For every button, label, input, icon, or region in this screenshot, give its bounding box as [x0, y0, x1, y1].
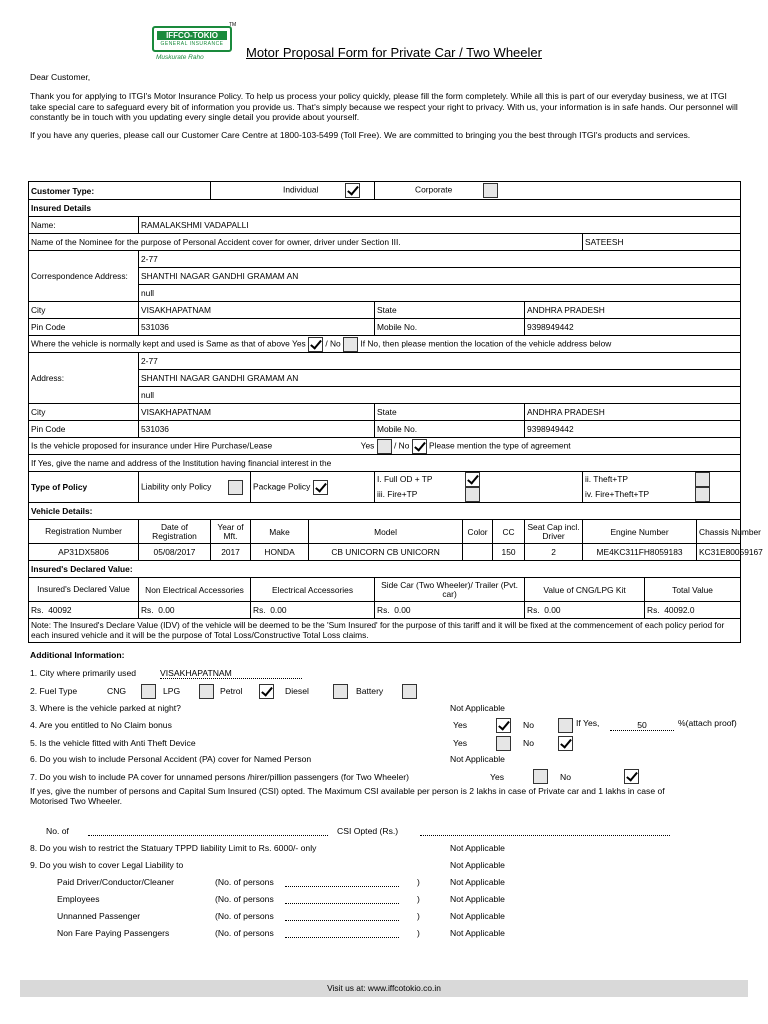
no-of-label: No. of — [46, 826, 69, 836]
city-label: City — [29, 302, 139, 319]
contact-paragraph: If you have any queries, please call our Customer Care Centre at 1800-103-5499 (Toll Free). We are committed to bringing you the best through ITGI's products and services. — [30, 130, 691, 140]
mobile-value[interactable]: 9398949442 — [525, 319, 741, 336]
opt-theft-tp-checkbox[interactable] — [695, 472, 710, 487]
vehicle-mobile-label: Mobile No. — [375, 421, 525, 438]
q4-label: 4. Are you entitled to No Claim bonus — [30, 720, 172, 730]
q2-label: 2. Fuel Type — [30, 686, 78, 696]
package-options-right — [583, 472, 741, 503]
fuel-lpg-label: LPG — [163, 686, 181, 696]
idv-sidecar-value: 0.00 — [394, 605, 411, 615]
vh-chassis: Chassis Number — [697, 520, 741, 544]
idv-v-non-electrical[interactable] — [139, 602, 251, 619]
liability-option — [139, 472, 251, 503]
q4-attach-label: %(attach proof) — [678, 718, 737, 728]
intro-paragraph: Thank you for applying to ITGI's Motor Insurance Policy. To help us process your policy quickly, please fill the form completely. While all this is part of our everyday business, we at ITGI take special care to safeguard every bit of information you provide us. That's simply because we respect your right to privacy. With us, your information is in safe hands. Our personnel will constantly be in touch with you updating every single detail you provide about yourself. — [30, 91, 738, 122]
same-yes-checkbox[interactable] — [308, 337, 323, 352]
q5-no-checkbox[interactable] — [558, 736, 573, 751]
vehicle-address-line2[interactable]: SHANTHI NAGAR GANDHI GRAMAM AN — [139, 370, 741, 387]
opt-fire-tp-checkbox[interactable] — [465, 487, 480, 502]
idv-h-total: Total Value — [645, 578, 741, 602]
opt-theft-tp: ii. Theft+TP — [585, 473, 628, 484]
company-logo — [152, 22, 237, 66]
csi-label: CSI Opted (Rs.) — [337, 826, 399, 836]
nominee-label: Name of the Nominee for the purpose of Personal Accident cover for owner, driver under Section III. — [29, 234, 583, 251]
hire-purchase-row — [29, 438, 741, 455]
package-option — [251, 472, 375, 503]
vd-reg-date[interactable]: 05/08/2017 — [139, 544, 211, 561]
vh-cc: CC — [493, 520, 525, 544]
vd-make[interactable]: HONDA — [251, 544, 309, 561]
q4-ncb-value[interactable]: 50 — [610, 720, 674, 731]
q5-label: 5. Is the vehicle fitted with Anti Theft Device — [30, 738, 196, 748]
ll-non-fare-persons-label: (No. of persons — [215, 928, 274, 938]
idv-electrical-value: 0.00 — [270, 605, 287, 615]
fuel-petrol-checkbox[interactable] — [259, 684, 274, 699]
ll-paid-driver-value: Not Applicable — [450, 877, 505, 887]
ll-employees-label: Employees — [57, 894, 100, 904]
ll-unnamed-persons-label: (No. of persons — [215, 911, 274, 921]
additional-info-heading: Additional Information: — [30, 650, 125, 660]
q3-value: Not Applicable — [450, 703, 505, 713]
idv-note: Note: The Insured's Declare Value (IDV) of the vehicle will be deemed to be the 'Sum Insured' for the purpose of this tariff and it will be fixed at the commencement of each policy period for each insured vehicle and it will be the purpose of Total Loss/Constructive Total Loss claims. — [29, 619, 741, 643]
vehicle-details-heading: Vehicle Details: — [29, 503, 741, 520]
ll-unnamed-field[interactable] — [285, 919, 399, 921]
name-label: Name: — [29, 217, 139, 234]
vh-make: Make — [251, 520, 309, 544]
q7-yes-checkbox[interactable] — [533, 769, 548, 784]
idv-declared-value: 40092 — [48, 605, 72, 615]
ll-paid-driver-persons-label: (No. of persons — [215, 877, 274, 887]
corr-address-line3[interactable]: null — [139, 285, 741, 302]
q4-ifyes-label: If Yes, — [576, 718, 600, 728]
hp-yes-label: Yes — [360, 440, 375, 451]
correspondence-label: Correspondence Address: — [29, 251, 139, 302]
package-checkbox[interactable] — [313, 480, 328, 495]
opt-fire-theft-tp: iv. Fire+Theft+TP — [585, 488, 650, 499]
idv-v-cng[interactable] — [525, 602, 645, 619]
vehicle-mobile-value[interactable]: 9398949442 — [525, 421, 741, 438]
ll-non-fare-field[interactable] — [285, 936, 399, 938]
footer-website[interactable]: Visit us at: www.iffcotokio.co.in — [327, 983, 441, 993]
individual-option — [211, 182, 375, 200]
vh-year: Year of Mft. — [211, 520, 251, 544]
corporate-option — [375, 182, 741, 200]
same-no-label: / No — [325, 338, 341, 349]
idv-total-value: 40092.0 — [664, 605, 695, 615]
q5-yes-checkbox[interactable] — [496, 736, 511, 751]
opt-full-od: I. Full OD + TP — [377, 473, 433, 484]
corr-address-line1[interactable]: 2-77 — [139, 251, 741, 268]
policy-type-label: Type of Policy — [29, 472, 139, 503]
pin-value[interactable]: 531036 — [139, 319, 375, 336]
same-address-note: If No, then please mention the location of the vehicle address below — [360, 338, 612, 349]
vd-year[interactable]: 2017 — [211, 544, 251, 561]
rs-label: Rs. — [527, 605, 540, 615]
vd-color[interactable] — [463, 544, 493, 561]
vehicle-state-label: State — [375, 404, 525, 421]
rs-label: Rs. — [377, 605, 390, 615]
vh-engine: Engine Number — [583, 520, 697, 544]
logo-sub: GENERAL INSURANCE — [160, 41, 224, 47]
hp-no-label: / No — [394, 440, 410, 451]
q9-label: 9. Do you wish to cover Legal Liability to — [30, 860, 184, 870]
individual-label: Individual — [283, 184, 319, 195]
vh-seat: Seat Cap incl. Driver — [525, 520, 583, 544]
fuel-diesel-checkbox[interactable] — [333, 684, 348, 699]
q6-label: 6. Do you wish to include Personal Accident (PA) cover for Named Person — [30, 754, 312, 764]
fuel-battery-label: Battery — [356, 686, 384, 696]
ll-employees-value: Not Applicable — [450, 894, 505, 904]
q5-yes-label: Yes — [453, 738, 468, 748]
hp-yes-checkbox[interactable] — [377, 439, 392, 454]
q4-no-label: No — [523, 720, 534, 730]
same-no-checkbox[interactable] — [343, 337, 358, 352]
hp-label: Is the vehicle proposed for insurance under Hire Purchase/Lease — [31, 440, 273, 451]
same-address-row — [29, 336, 741, 353]
idv-v-electrical[interactable] — [251, 602, 375, 619]
idv-h-sidecar: Side Car (Two Wheeler)/ Trailer (Pvt. car) — [375, 578, 525, 602]
opt-fire-tp: iii. Fire+TP — [377, 488, 418, 499]
liability-checkbox[interactable] — [228, 480, 243, 495]
rs-label: Rs. — [31, 605, 44, 615]
logo-tagline: Muskurate Raho — [156, 54, 204, 61]
rs-label: Rs. — [647, 605, 660, 615]
fuel-cng-label: CNG — [107, 686, 127, 696]
vehicle-address-line1[interactable]: 2-77 — [139, 353, 741, 370]
address-label: Address: — [29, 353, 139, 404]
q4-yes-checkbox[interactable] — [496, 718, 511, 733]
city-value[interactable]: VISAKHAPATNAM — [139, 302, 375, 319]
ll-unnamed-label: Unnanned Passenger — [57, 911, 141, 921]
q3-label: 3. Where is the vehicle parked at night? — [30, 703, 181, 713]
hp-note: Please mention the type of agreement — [429, 440, 571, 451]
ll-paid-driver-label: Paid Driver/Conductor/Cleaner — [57, 877, 175, 887]
no-of-field[interactable] — [88, 834, 328, 836]
q7-note: If yes, give the number of persons and Capital Sum Insured (CSI) opted. The Maximum CSI available per person is 2 lakhs in case of Private car and 1 lakhs in case of Motorised Two Wheeler. — [30, 786, 665, 806]
ll-employees-persons-label: (No. of persons — [215, 894, 274, 904]
vh-model: Model — [309, 520, 463, 544]
package-options-left — [375, 472, 583, 503]
vd-seat[interactable]: 2 — [525, 544, 583, 561]
idv-non-electrical-value: 0.00 — [158, 605, 175, 615]
page-title: Motor Proposal Form for Private Car / Two Wheeler — [246, 45, 542, 60]
idv-v-total[interactable] — [645, 602, 741, 619]
q7-no-checkbox[interactable] — [624, 769, 639, 784]
q6-value: Not Applicable — [450, 754, 505, 764]
ll-paid-driver-field[interactable] — [285, 885, 399, 887]
logo-badge — [152, 26, 232, 52]
vehicle-address-line3[interactable]: null — [139, 387, 741, 404]
fuel-cng-checkbox[interactable] — [141, 684, 156, 699]
vh-reg-number: Registration Number — [29, 520, 139, 544]
rs-label: Rs. — [141, 605, 154, 615]
footer-bar — [20, 980, 748, 997]
ll-paid-driver-close: ) — [417, 877, 420, 887]
ll-employees-field[interactable] — [285, 902, 399, 904]
q1-value[interactable]: VISAKHAPATNAM — [160, 668, 302, 679]
ll-non-fare-close: ) — [417, 928, 420, 938]
idv-heading: Insured's Declared Value: — [29, 561, 741, 578]
ll-unnamed-value: Not Applicable — [450, 911, 505, 921]
q1-label: 1. City where primarily used — [30, 668, 137, 678]
csi-field[interactable] — [420, 834, 670, 836]
same-yes-label: Yes — [292, 338, 306, 349]
vd-model[interactable]: CB UNICORN CB UNICORN — [309, 544, 463, 561]
vd-cc[interactable]: 150 — [493, 544, 525, 561]
ll-unnamed-close: ) — [417, 911, 420, 921]
logo-name: IFFCO-TOKIO — [157, 31, 227, 40]
hp-institution-label: If Yes, give the name and address of the Institution having financial interest in the — [29, 455, 741, 472]
q4-no-checkbox[interactable] — [558, 718, 573, 733]
q8-value: Not Applicable — [450, 843, 505, 853]
state-value[interactable]: ANDHRA PRADESH — [525, 302, 741, 319]
nominee-value[interactable]: SATEESH — [583, 234, 741, 251]
corporate-label: Corporate — [415, 184, 453, 195]
fuel-diesel-label: Diesel — [285, 686, 309, 696]
ll-non-fare-value: Not Applicable — [450, 928, 505, 938]
q5-no-label: No — [523, 738, 534, 748]
individual-checkbox[interactable] — [345, 183, 360, 198]
vh-color: Color — [463, 520, 493, 544]
customer-type-label: Customer Type: — [29, 182, 211, 200]
idv-v-declared[interactable] — [29, 602, 139, 619]
greeting: Dear Customer, — [30, 72, 91, 82]
opt-full-od-checkbox[interactable] — [465, 472, 480, 487]
q4-yes-label: Yes — [453, 720, 468, 730]
insured-details-heading: Insured Details — [29, 200, 741, 217]
idv-h-declared: Insured's Declared Value — [29, 578, 139, 602]
q7-yes-label: Yes — [490, 772, 505, 782]
vehicle-pin-label: Pin Code — [29, 421, 139, 438]
idv-h-cng: Value of CNG/LPG Kit — [525, 578, 645, 602]
vehicle-pin-value[interactable]: 531036 — [139, 421, 375, 438]
vehicle-state-value[interactable]: ANDHRA PRADESH — [525, 404, 741, 421]
ll-non-fare-label: Non Fare Paying Passengers — [57, 928, 170, 938]
idv-h-non-electrical: Non Electrical Accessories — [139, 578, 251, 602]
fuel-petrol-label: Petrol — [220, 686, 243, 696]
vd-engine[interactable]: ME4KC311FH8059183 — [583, 544, 697, 561]
vehicle-city-label: City — [29, 404, 139, 421]
mobile-label: Mobile No. — [375, 319, 525, 336]
hp-no-checkbox[interactable] — [412, 439, 427, 454]
name-value[interactable]: RAMALAKSHMI VADAPALLI — [139, 217, 741, 234]
idv-h-electrical: Electrical Accessories — [251, 578, 375, 602]
q9-value: Not Applicable — [450, 860, 505, 870]
rs-label: Rs. — [253, 605, 266, 615]
vd-chassis[interactable]: KC31E80059167 — [697, 544, 741, 561]
liability-label: Liability only Policy — [141, 481, 212, 492]
q7-no-label: No — [560, 772, 571, 782]
corr-address-line2[interactable]: SHANTHI NAGAR GANDHI GRAMAM AN — [139, 268, 741, 285]
corporate-checkbox[interactable] — [483, 183, 498, 198]
q8-label: 8. Do you wish to restrict the Statuary TPPD liability Limit to Rs. 6000/- only — [30, 843, 317, 853]
pin-label: Pin Code — [29, 319, 139, 336]
opt-fire-theft-tp-checkbox[interactable] — [695, 487, 710, 502]
state-label: State — [375, 302, 525, 319]
idv-cng-value: 0.00 — [544, 605, 561, 615]
same-address-label: Where the vehicle is normally kept and used is Same as that of above — [31, 338, 290, 349]
vehicle-city-value[interactable]: VISAKHAPATNAM — [139, 404, 375, 421]
vd-reg-number[interactable]: AP31DX5806 — [29, 544, 139, 561]
package-label: Package Policy — [253, 481, 311, 492]
ll-employees-close: ) — [417, 894, 420, 904]
idv-v-sidecar[interactable] — [375, 602, 525, 619]
q7-label: 7. Do you wish to include PA cover for unnamed persons /hirer/pillion passengers (for Two Wheeler) — [30, 772, 409, 782]
fuel-battery-checkbox[interactable] — [402, 684, 417, 699]
logo-tm: TM — [229, 22, 237, 28]
fuel-lpg-checkbox[interactable] — [199, 684, 214, 699]
proposal-form-table — [28, 181, 763, 643]
vh-reg-date: Date of Registration — [139, 520, 211, 544]
